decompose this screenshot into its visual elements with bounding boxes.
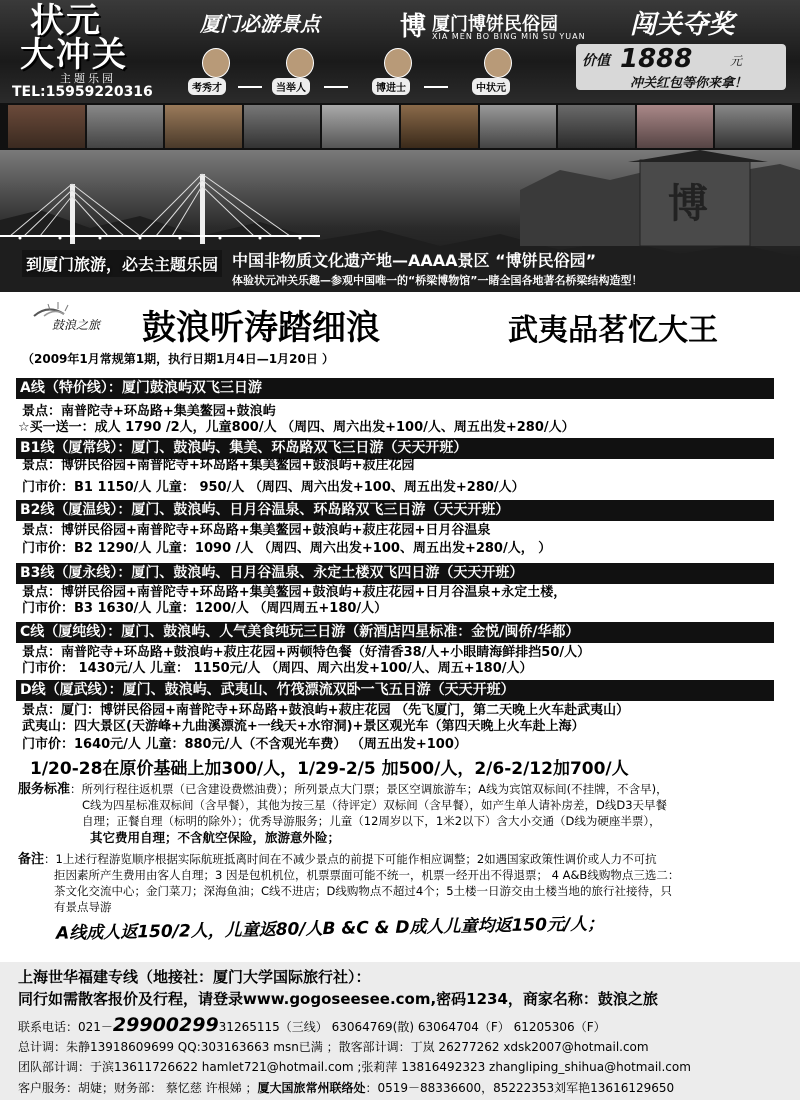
photo [322, 105, 399, 148]
scholar-face-icon [484, 48, 512, 78]
photo [558, 105, 635, 148]
banner-subline: 体验状元冲关乐趣—参观中国唯一的“桥梁博物馆”一睹全国各地著名桥梁结构造型！ [232, 274, 643, 287]
photo [401, 105, 478, 148]
photo [165, 105, 242, 148]
top-banner [0, 0, 800, 103]
headline-left: 鼓浪听涛踏细浪 [142, 308, 380, 348]
arrow-icon [238, 86, 262, 88]
banner-tagline: 到厦门旅游，必去主题乐园 [22, 250, 222, 277]
website-line: 同行如需散客报价及行程，请登录www.gogoseesee.com,密码1234，商家名称：鼓浪之旅 [18, 990, 658, 1008]
challenge-title: 闯关夺奖 [630, 10, 735, 40]
route-a-spots: 景点：南普陀寺+环岛路+集美鳌园+鼓浪屿 [22, 404, 276, 419]
notes-label: 备注 [18, 852, 45, 867]
bridge-banner [0, 150, 800, 292]
route-b3-spots: 景点：博饼民俗园+南普陀寺+环岛路+集美鳌园+鼓浪屿+菽庄花园+日月谷温泉+永定土楼， [22, 585, 567, 600]
banner-headline: 中国非物质文化遗产地—AAAA景区 “博饼民俗园” [232, 251, 597, 270]
prize-box [576, 44, 786, 90]
logo-line2: 大冲关 [20, 35, 128, 75]
service-line-2: C线为四星标准双标间（含早餐），其他为按三星（待评定）双标间（含早餐），如产生单人请补房差，D线D3天早餐 [82, 798, 668, 812]
contact-line [18, 1014, 606, 1036]
route-a-header: A线（特价线）：厦门鼓浪屿双飞三日游 [16, 378, 774, 399]
must-see-text: 厦门必游景点 [200, 12, 320, 36]
notes-line-2: 拒因素所产生费用由客人自理；3 因是包机机位，机票票面可能不统一，机票一经开出不得退票； 4 A&B线购物点三选二： [54, 868, 680, 882]
service-line-3: 自理；正餐自理（标明的除外）；优秀导游服务；儿童（12周岁以下，1米2以下）含大小交通（D线为硬座半票）， [82, 814, 661, 828]
photo [715, 105, 792, 148]
bobing-name: 厦门博饼民俗园 [432, 14, 558, 35]
team-planner-line: 团队部计调：于滨13611726622 hamlet721@hotmail.com ;张莉萍 13816492323 zhangliping_shihua@hotmail.com [18, 1060, 691, 1074]
route-b1-price: 门市价：B1 1150/人 儿童： 950/人 （周四、周六出发+100、周五出发+280/人） [22, 480, 525, 495]
bobing-logo-icon: 博 [400, 12, 427, 42]
step-label: 考秀才 [188, 78, 226, 95]
route-b3-price: 门市价：B3 1630/人 儿童：1200/人 （周四周五+180/人） [22, 601, 388, 616]
prize-value-label: 价值 [582, 53, 610, 69]
route-b2-spots: 景点：博饼民俗园+南普陀寺+环岛路+集美鳌园+鼓浪屿+菽庄花园+日月谷温泉 [22, 523, 491, 538]
photo [244, 105, 321, 148]
main-phone: 29900299 [112, 1014, 219, 1036]
photo [637, 105, 714, 148]
notes-text: ：1上述行程游览顺序根据实际航班抵离时间在不减少景点的前提下可能作相应调整；2如遇国家政策性调价或人力不可抗 [44, 852, 657, 866]
notes-line-4: 有景点导游 [54, 900, 112, 914]
service-label: 服务标准 [18, 782, 71, 797]
photo [480, 105, 557, 148]
park-tel: TEL:15959220316 [12, 84, 153, 100]
scholar-face-icon [384, 48, 412, 78]
park-logo [20, 1, 128, 75]
route-d-spots-wuyi: 武夷山：四大景区(天游峰+九曲溪漂流+一线天+水帘洞)+景区观光车（第四天晚上火车赴上海） [22, 719, 585, 734]
route-c-header: C线（厦纯线）：厦门、鼓浪屿、人气美食纯玩三日游（新酒店四星标准：金悦/闽侨/华都） [16, 622, 774, 643]
changzhou-phones: ：0519－88336600，85222353刘军艳13616129650 [365, 1081, 675, 1095]
agency-line: 上海世华福建专线（地接社：厦门大学国际旅行社）： [18, 968, 371, 986]
prize-amount: 1888 [620, 44, 693, 74]
rebate-text: A线成人返150/2人，儿童返80/人B &C & D成人儿童均返150元/人； [55, 914, 605, 944]
service-staff: 客户服务：胡婕；财务部： 蔡忆慈 许根娣 ； [18, 1081, 258, 1095]
step-label: 中状元 [472, 78, 510, 95]
notes-line-1 [18, 852, 657, 867]
route-a-price: ☆买一送一：成人 1790 /2人，儿童800/人 （周四、周六出发+100/人、周五出发+280/人） [18, 420, 575, 435]
service-text: ：所列行程往返机票（已含建设费燃油费）；所列景点大门票；景区空调旅游车；A线为宾馆双标间(不挂牌，不含早)， [70, 782, 668, 796]
scholar-face-icon [286, 48, 314, 78]
changzhou-office: 厦大国旅常州联络处 [257, 1081, 366, 1095]
route-d-header: D线（厦武线）：厦门、鼓浪屿、武夷山、竹筏漂流双卧一飞五日游（天天开班） [16, 680, 774, 701]
photo [8, 105, 85, 148]
level-steps [188, 44, 568, 100]
service-line-1 [18, 782, 668, 797]
step-label: 当举人 [272, 78, 310, 95]
logo-line1: 状元 [30, 1, 102, 41]
gate-sign-icon: 博 [668, 181, 708, 227]
photo [87, 105, 164, 148]
prize-note: 冲关红包等你来拿！ [630, 76, 748, 91]
issue-period: （2009年1月常规第1期，执行日期1月4日—1月20日 ） [22, 352, 335, 366]
contact-box [0, 962, 800, 1100]
planner-line: 总计调：朱静13918609699 QQ:303163663 msn已满 ；散客部计调：丁岚 26277262 xdsk2007@hotmail.com [18, 1040, 649, 1054]
headline-right: 武夷品茗忆大王 [508, 313, 718, 348]
logo-subtitle: 主题乐园 [60, 72, 116, 85]
route-c-spots: 景点：南普陀寺+环岛路+鼓浪屿+菽庄花园+两顿特色餐（好清香38/人+小眼睛海鲜排挡50/人） [22, 645, 591, 660]
step-label: 博进士 [372, 78, 410, 95]
arrow-icon [424, 86, 448, 88]
route-b1-header: B1线（厦常线）：厦门、鼓浪屿、集美、环岛路双飞三日游（天天开班） [16, 438, 774, 459]
holiday-surcharge: 1/20-28在原价基础上加300/人，1/29-2/5 加500/人，2/6-2/12加700/人 [30, 759, 629, 779]
route-d-spots: 景点：厦门：博饼民俗园+南普陀寺+环岛路+鼓浪屿+菽庄花园 （先飞厦门，第二天晚上火车赴武夷山） [22, 703, 630, 718]
route-b3-header: B3线（厦永线）：厦门、鼓浪屿、日月谷温泉、永定土楼双飞四日游（天天开班） [16, 563, 774, 584]
prize-unit: 元 [730, 54, 743, 68]
route-d-price: 门市价：1640元/人 儿童：880元/人（不含观光车费） （周五出发+100） [22, 737, 467, 752]
contact-label: 联系电话：021－ [18, 1020, 113, 1034]
route-c-price: 门市价： 1430元/人 儿童： 1150元/人 （周四、周六出发+100/人、周五+180/人） [22, 661, 533, 676]
bobing-pinyin: XIA MEN BO BING MIN SU YUAN [432, 32, 586, 41]
scholar-face-icon [202, 48, 230, 78]
service-contact-line [18, 1079, 674, 1096]
photo-strip [0, 103, 800, 150]
route-b1-spots: 景点：博饼民俗园+南普陀寺+环岛路+集美鳌园+鼓浪屿+菽庄花园 [22, 458, 415, 473]
service-line-4: 其它费用自理；不含航空保险，旅游意外险； [90, 830, 341, 845]
brand-name: 鼓浪之旅 [52, 318, 101, 332]
route-b2-price: 门市价：B2 1290/人 儿童：1090 /人 （周四、周六出发+100、周五出发+280/人， ） [22, 541, 552, 556]
notes-line-3: 茶文化交流中心；金门菜刀；深海鱼油；C线不进店；D线购物点不超过4个；5土楼一日游交由土楼当地的旅行社接待，只 [54, 884, 673, 898]
arrow-icon [324, 86, 348, 88]
contact-rest: 31265115（三线） 63064769(散) 63064704（F） 61205306（F） [218, 1020, 606, 1034]
route-b2-header: B2线（厦温线）：厦门、鼓浪屿、日月谷温泉、环岛路双飞三日游（天天开班） [16, 500, 774, 521]
